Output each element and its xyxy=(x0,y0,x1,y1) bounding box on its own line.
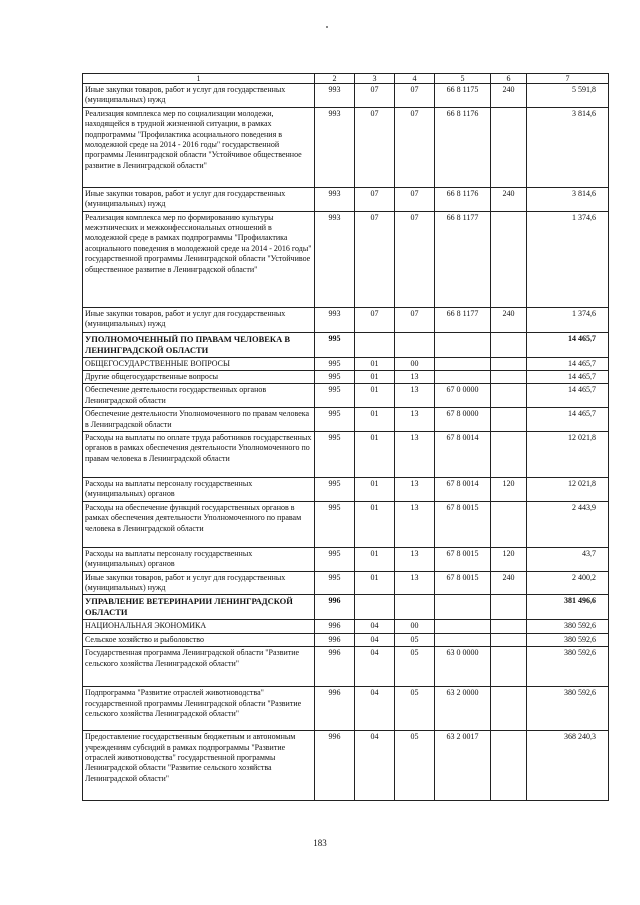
budget-table xyxy=(82,73,609,801)
name-cell: Государственная программа Ленинградской области "Развитие сельского хозяйства Ленинградской области" xyxy=(83,647,315,687)
name-cell: НАЦИОНАЛЬНАЯ ЭКОНОМИКА xyxy=(83,620,315,633)
code-cell: 993 xyxy=(315,107,355,187)
subsection-cell: 07 xyxy=(395,187,435,211)
section-cell: 04 xyxy=(355,633,395,646)
article-cell xyxy=(435,633,491,646)
name-cell: Расходы на обеспечение функций государственных органов в рамках обеспечения деятельности Уполномоченного по правам человека в Ленинградской области xyxy=(83,501,315,547)
table-row xyxy=(83,371,609,384)
section-cell: 04 xyxy=(355,647,395,687)
subsection-cell: 13 xyxy=(395,371,435,384)
header-cell-3: 3 xyxy=(355,74,395,84)
header-cell-1: 1 xyxy=(83,74,315,84)
expense-type-cell xyxy=(491,595,527,620)
section-cell: 01 xyxy=(355,432,395,478)
amount-cell: 380 592,6 xyxy=(527,647,609,687)
amount-cell: 14 465,7 xyxy=(527,408,609,432)
code-cell: 995 xyxy=(315,332,355,357)
article-cell xyxy=(435,595,491,620)
code-cell: 995 xyxy=(315,408,355,432)
expense-type-cell xyxy=(491,384,527,408)
article-cell: 66 8 1176 xyxy=(435,107,491,187)
name-cell: Реализация комплекса мер по социализации молодежи, находящейся в трудной жизненной ситуации, в рамках подпрограммы "Профилактика асоциального поведения в молодежной среде на 2014 - 2016 годы" государственной программы Ленинградской области "Устойчивое общественное развитие в Ленинградской области" xyxy=(83,107,315,187)
subsection-cell: 13 xyxy=(395,547,435,571)
name-cell: Иные закупки товаров, работ и услуг для государственных (муниципальных) нужд xyxy=(83,307,315,332)
table-row xyxy=(83,731,609,801)
section-cell: 07 xyxy=(355,307,395,332)
article-cell: 67 8 0000 xyxy=(435,408,491,432)
table-row xyxy=(83,332,609,357)
section-cell: 01 xyxy=(355,408,395,432)
code-cell: 993 xyxy=(315,84,355,108)
table-body xyxy=(83,74,609,801)
subsection-cell: 05 xyxy=(395,633,435,646)
subsection-cell: 05 xyxy=(395,647,435,687)
amount-cell: 14 465,7 xyxy=(527,384,609,408)
subsection-cell xyxy=(395,595,435,620)
header-cell-6: 6 xyxy=(491,74,527,84)
name-cell: Расходы на выплаты персоналу государственных (муниципальных) органов xyxy=(83,547,315,571)
expense-type-cell: 240 xyxy=(491,84,527,108)
article-cell: 66 8 1177 xyxy=(435,307,491,332)
article-cell xyxy=(435,371,491,384)
code-cell: 995 xyxy=(315,547,355,571)
section-cell: 01 xyxy=(355,371,395,384)
table-row xyxy=(83,357,609,370)
table-row xyxy=(83,478,609,502)
table-row xyxy=(83,620,609,633)
subsection-cell: 13 xyxy=(395,432,435,478)
amount-cell: 380 592,6 xyxy=(527,687,609,731)
name-cell: Подпрограмма "Развитие отраслей животноводства" государственной программы Ленинградской области "Развитие сельского хозяйства Ленинградской области" xyxy=(83,687,315,731)
code-cell: 995 xyxy=(315,371,355,384)
section-cell: 01 xyxy=(355,357,395,370)
expense-type-cell xyxy=(491,371,527,384)
section-cell: 07 xyxy=(355,187,395,211)
section-cell xyxy=(355,332,395,357)
article-cell: 66 8 1176 xyxy=(435,187,491,211)
expense-type-cell: 240 xyxy=(491,307,527,332)
section-cell: 07 xyxy=(355,211,395,307)
subsection-cell: 13 xyxy=(395,501,435,547)
table-row xyxy=(83,571,609,595)
name-cell: ОБЩЕГОСУДАРСТВЕННЫЕ ВОПРОСЫ xyxy=(83,357,315,370)
table-row xyxy=(83,547,609,571)
table-row xyxy=(83,211,609,307)
header-row xyxy=(83,74,609,84)
header-cell-5: 5 xyxy=(435,74,491,84)
expense-type-cell xyxy=(491,432,527,478)
section-cell: 07 xyxy=(355,84,395,108)
name-cell: Иные закупки товаров, работ и услуг для государственных (муниципальных) нужд xyxy=(83,187,315,211)
code-cell: 996 xyxy=(315,633,355,646)
expense-type-cell xyxy=(491,211,527,307)
section-cell: 01 xyxy=(355,478,395,502)
code-cell: 996 xyxy=(315,731,355,801)
name-cell: Иные закупки товаров, работ и услуг для государственных (муниципальных) нужд xyxy=(83,571,315,595)
code-cell: 996 xyxy=(315,647,355,687)
section-cell xyxy=(355,595,395,620)
expense-type-cell: 240 xyxy=(491,571,527,595)
section-cell: 04 xyxy=(355,620,395,633)
article-cell xyxy=(435,620,491,633)
table-row xyxy=(83,84,609,108)
expense-type-cell xyxy=(491,647,527,687)
subsection-cell: 07 xyxy=(395,84,435,108)
name-cell: Обеспечение деятельности государственных органов Ленинградской области xyxy=(83,384,315,408)
expense-type-cell xyxy=(491,731,527,801)
table-row xyxy=(83,307,609,332)
article-cell: 63 2 0000 xyxy=(435,687,491,731)
code-cell: 996 xyxy=(315,595,355,620)
subsection-cell: 00 xyxy=(395,620,435,633)
subsection-cell xyxy=(395,332,435,357)
code-cell: 995 xyxy=(315,432,355,478)
name-cell: Реализация комплекса мер по формированию культуры межэтнических и межконфессиональных отношений в молодежной среде в рамках подпрограммы "Профилактика асоциального поведения в молодежной среде на 2014 - 2016 годы" государственной программы Ленинградской области "Устойчивое общественное развитие в Ленинградской области" xyxy=(83,211,315,307)
amount-cell: 3 814,6 xyxy=(527,187,609,211)
name-cell: Расходы на выплаты персоналу государственных (муниципальных) органов xyxy=(83,478,315,502)
amount-cell: 3 814,6 xyxy=(527,107,609,187)
amount-cell: 12 021,8 xyxy=(527,478,609,502)
section-cell: 04 xyxy=(355,731,395,801)
section-cell: 07 xyxy=(355,107,395,187)
expense-type-cell xyxy=(491,357,527,370)
subsection-cell: 13 xyxy=(395,384,435,408)
amount-cell: 14 465,7 xyxy=(527,332,609,357)
expense-type-cell xyxy=(491,501,527,547)
table-row xyxy=(83,107,609,187)
section-cell: 01 xyxy=(355,501,395,547)
article-cell: 67 8 0015 xyxy=(435,571,491,595)
subsection-cell: 07 xyxy=(395,107,435,187)
article-cell: 63 0 0000 xyxy=(435,647,491,687)
code-cell: 996 xyxy=(315,620,355,633)
expense-type-cell xyxy=(491,687,527,731)
subsection-cell: 07 xyxy=(395,307,435,332)
subsection-cell: 05 xyxy=(395,731,435,801)
name-cell: УПОЛНОМОЧЕННЫЙ ПО ПРАВАМ ЧЕЛОВЕКА В ЛЕНИНГРАДСКОЙ ОБЛАСТИ xyxy=(83,332,315,357)
article-cell: 66 8 1177 xyxy=(435,211,491,307)
subsection-cell: 05 xyxy=(395,687,435,731)
amount-cell: 12 021,8 xyxy=(527,432,609,478)
expense-type-cell xyxy=(491,633,527,646)
amount-cell: 368 240,3 xyxy=(527,731,609,801)
article-cell xyxy=(435,332,491,357)
code-cell: 993 xyxy=(315,187,355,211)
name-cell: Предоставление государственным бюджетным и автономным учреждениям субсидий в рамках подпрограммы "Развитие отраслей животноводства" государственной программы Ленинградской области "Развитие сельского хозяйства Ленинградской области" xyxy=(83,731,315,801)
section-cell: 01 xyxy=(355,571,395,595)
table-row xyxy=(83,633,609,646)
section-cell: 04 xyxy=(355,687,395,731)
expense-type-cell xyxy=(491,620,527,633)
scan-speck xyxy=(326,26,328,28)
code-cell: 995 xyxy=(315,571,355,595)
table-row xyxy=(83,187,609,211)
subsection-cell: 07 xyxy=(395,211,435,307)
section-cell: 01 xyxy=(355,547,395,571)
name-cell: Иные закупки товаров, работ и услуг для государственных (муниципальных) нужд xyxy=(83,84,315,108)
amount-cell: 1 374,6 xyxy=(527,211,609,307)
table-row xyxy=(83,687,609,731)
subsection-cell: 13 xyxy=(395,408,435,432)
table-row xyxy=(83,647,609,687)
subsection-cell: 13 xyxy=(395,571,435,595)
article-cell: 67 8 0015 xyxy=(435,547,491,571)
amount-cell: 43,7 xyxy=(527,547,609,571)
code-cell: 995 xyxy=(315,357,355,370)
expense-type-cell: 240 xyxy=(491,187,527,211)
code-cell: 993 xyxy=(315,211,355,307)
expense-type-cell xyxy=(491,332,527,357)
article-cell: 67 8 0015 xyxy=(435,501,491,547)
name-cell: Расходы на выплаты по оплате труда работников государственных органов в рамках обеспечения деятельности Уполномоченного по правам человека в Ленинградской области xyxy=(83,432,315,478)
amount-cell: 380 592,6 xyxy=(527,633,609,646)
name-cell: УПРАВЛЕНИЕ ВЕТЕРИНАРИИ ЛЕНИНГРАДСКОЙ ОБЛАСТИ xyxy=(83,595,315,620)
header-cell-7: 7 xyxy=(527,74,609,84)
code-cell: 996 xyxy=(315,687,355,731)
expense-type-cell: 120 xyxy=(491,478,527,502)
section-cell: 01 xyxy=(355,384,395,408)
article-cell: 67 0 0000 xyxy=(435,384,491,408)
code-cell: 995 xyxy=(315,384,355,408)
header-cell-2: 2 xyxy=(315,74,355,84)
amount-cell: 5 591,8 xyxy=(527,84,609,108)
code-cell: 995 xyxy=(315,478,355,502)
name-cell: Другие общегосударственные вопросы xyxy=(83,371,315,384)
code-cell: 993 xyxy=(315,307,355,332)
page-number: 183 xyxy=(313,838,327,848)
expense-type-cell: 120 xyxy=(491,547,527,571)
code-cell: 995 xyxy=(315,501,355,547)
amount-cell: 381 496,6 xyxy=(527,595,609,620)
name-cell: Обеспечение деятельности Уполномоченного по правам человека в Ленинградской области xyxy=(83,408,315,432)
expense-type-cell xyxy=(491,107,527,187)
amount-cell: 2 443,9 xyxy=(527,501,609,547)
subsection-cell: 00 xyxy=(395,357,435,370)
article-cell xyxy=(435,357,491,370)
amount-cell: 1 374,6 xyxy=(527,307,609,332)
article-cell: 67 8 0014 xyxy=(435,432,491,478)
article-cell: 63 2 0017 xyxy=(435,731,491,801)
amount-cell: 2 400,2 xyxy=(527,571,609,595)
table-row xyxy=(83,408,609,432)
subsection-cell: 13 xyxy=(395,478,435,502)
header-cell-4: 4 xyxy=(395,74,435,84)
table-row xyxy=(83,432,609,478)
article-cell: 66 8 1175 xyxy=(435,84,491,108)
table-row xyxy=(83,501,609,547)
amount-cell: 14 465,7 xyxy=(527,371,609,384)
article-cell: 67 8 0014 xyxy=(435,478,491,502)
table-row xyxy=(83,384,609,408)
amount-cell: 14 465,7 xyxy=(527,357,609,370)
amount-cell: 380 592,6 xyxy=(527,620,609,633)
expense-type-cell xyxy=(491,408,527,432)
table-row xyxy=(83,595,609,620)
name-cell: Сельское хозяйство и рыболовство xyxy=(83,633,315,646)
